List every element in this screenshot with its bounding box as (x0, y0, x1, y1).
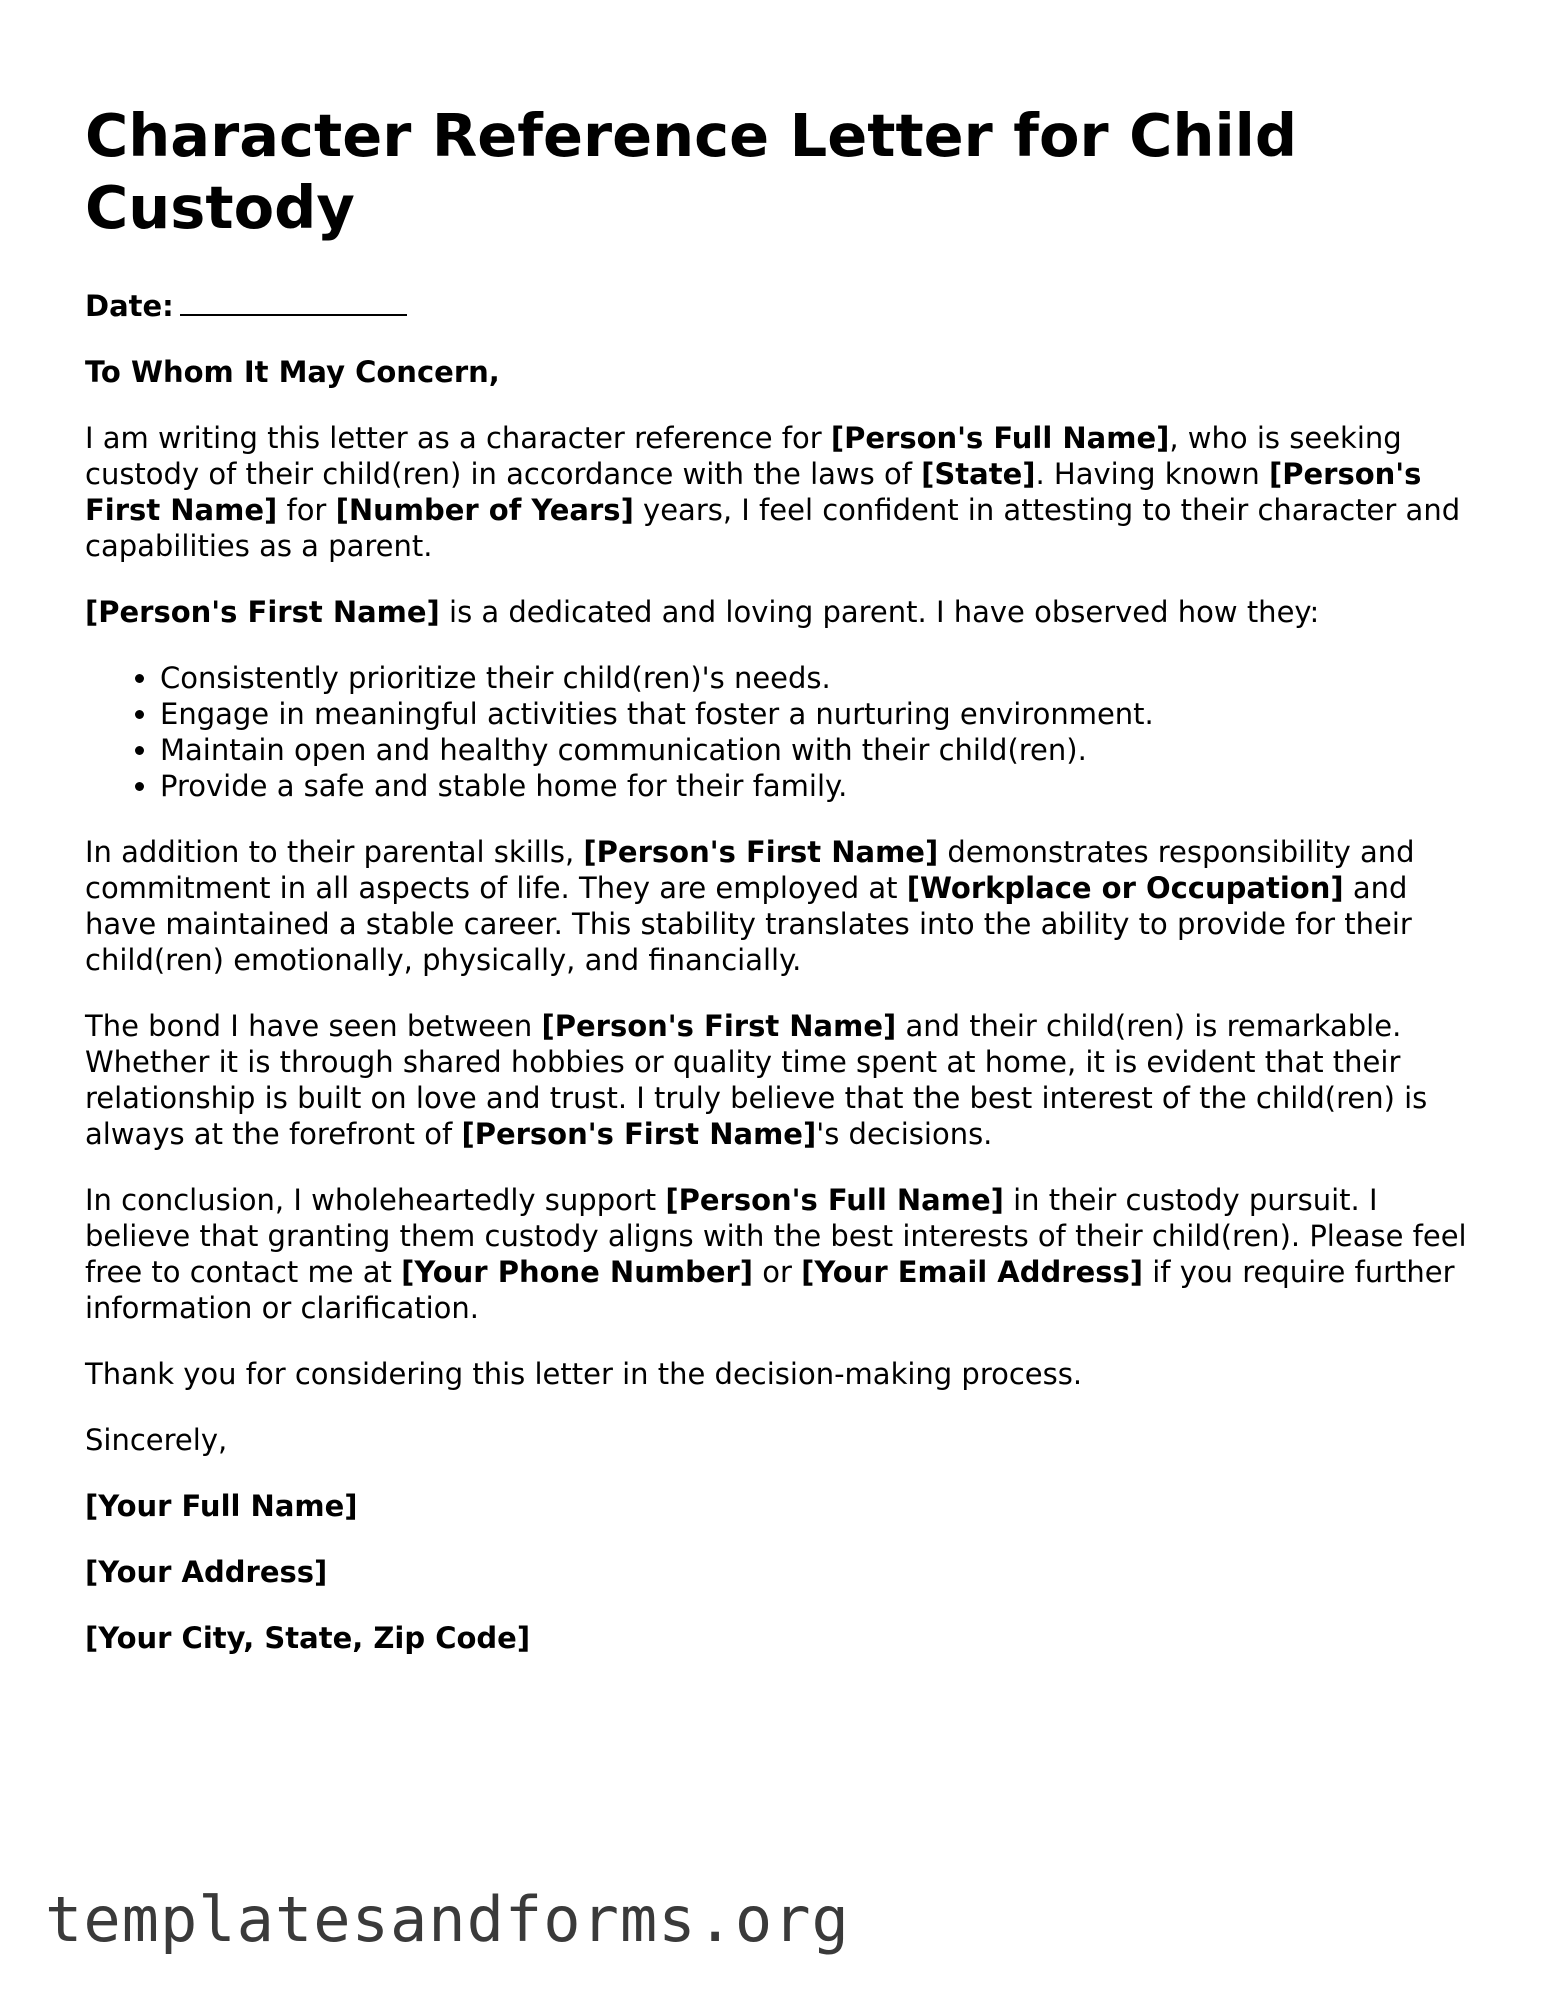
text-segment: In addition to their parental skills, (85, 835, 584, 869)
text-segment: years, I feel confident in attesting to their character and capabilities as a parent. (85, 493, 1461, 563)
placeholder-full-name: [Person's Full Name] (665, 1183, 1004, 1217)
list-item: • Maintain open and healthy communication with their child(ren). (160, 732, 1475, 768)
text-segment: . Having known (1035, 457, 1269, 491)
placeholder-first-name: [Person's First Name] (583, 835, 939, 869)
paragraph-intro (85, 420, 1475, 564)
date-line (85, 288, 1475, 324)
placeholder-phone: [Your Phone Number] (401, 1255, 754, 1289)
date-blank-field[interactable] (180, 292, 407, 316)
salutation: To Whom It May Concern, (85, 355, 500, 389)
placeholder-state: [State] (921, 457, 1036, 491)
signature-city: [Your City, State, Zip Code] (85, 1621, 531, 1655)
text-segment: I am writing this letter as a character reference for (85, 421, 831, 455)
text-segment: , who is seeking custody of their child(ren) in accordance with the laws of (85, 421, 1402, 491)
placeholder-first-name: [Person's First Name] (541, 1009, 897, 1043)
paragraph-parent (85, 594, 1475, 630)
placeholder-first-name: [Person's First Name] (461, 1117, 817, 1151)
text-segment: demonstrates responsibility and commitment in all aspects of life. They are employed at (85, 835, 1415, 905)
placeholder-workplace: [Workplace or Occupation] (906, 871, 1344, 905)
text-segment: In conclusion, I wholeheartedly support (85, 1183, 666, 1217)
paragraph-bond (85, 1008, 1475, 1152)
text-segment: is a dedicated and loving parent. I have observed how they: (439, 595, 1320, 629)
placeholder-full-name: [Person's Full Name] (830, 421, 1170, 455)
placeholder-first-name: [Person's First Name] (85, 457, 1422, 527)
placeholder-number-of-years: [Number of Years] (335, 493, 634, 527)
list-item: • Consistently prioritize their child(ren)'s needs. (160, 660, 1475, 696)
list-item: • Provide a safe and stable home for their family. (160, 768, 1475, 804)
paragraph-responsibility (85, 834, 1475, 978)
signature-name: [Your Full Name] (85, 1489, 358, 1523)
text-segment: and have maintained a stable career. This stability translates into the ability to provide for their child(ren) emotionally, physically, and financially. (85, 871, 1412, 977)
placeholder-first-name: [Person's First Name] (85, 595, 440, 629)
paragraph-conclusion (85, 1182, 1475, 1326)
text-segment: The bond I have seen between (85, 1009, 542, 1043)
signature-address: [Your Address] (85, 1555, 328, 1589)
text-segment: in their custody pursuit. I believe that granting them custody aligns with the best interests of their child(ren). Please feel free to contact me at (85, 1183, 1467, 1289)
list-item: • Engage in meaningful activities that foster a nurturing environment. (160, 696, 1475, 732)
text-segment: if you require further information or clarification. (85, 1255, 1455, 1325)
text-segment: for (277, 493, 336, 527)
paragraph-thanks: Thank you for considering this letter in the decision-making process. (85, 1357, 1083, 1391)
closing: Sincerely, (85, 1423, 228, 1457)
date-label: Date: (85, 289, 174, 323)
letter-title: Character Reference Letter for Child Custody (85, 101, 1298, 242)
placeholder-email: [Your Email Address] (801, 1255, 1144, 1289)
text-segment: or (753, 1255, 802, 1289)
text-segment: and their child(ren) is remarkable. Whether it is through shared hobbies or quality time spent at home, it is evident that their relationship is built on love and trust. I truly believe that the best interest of the child(ren) is always at the forefront of (85, 1009, 1428, 1151)
observations-list (85, 660, 1475, 804)
watermark-site: templatesandforms.org (45, 1883, 850, 1956)
letter-document (85, 100, 1475, 1686)
text-segment: 's decisions. (816, 1117, 993, 1151)
